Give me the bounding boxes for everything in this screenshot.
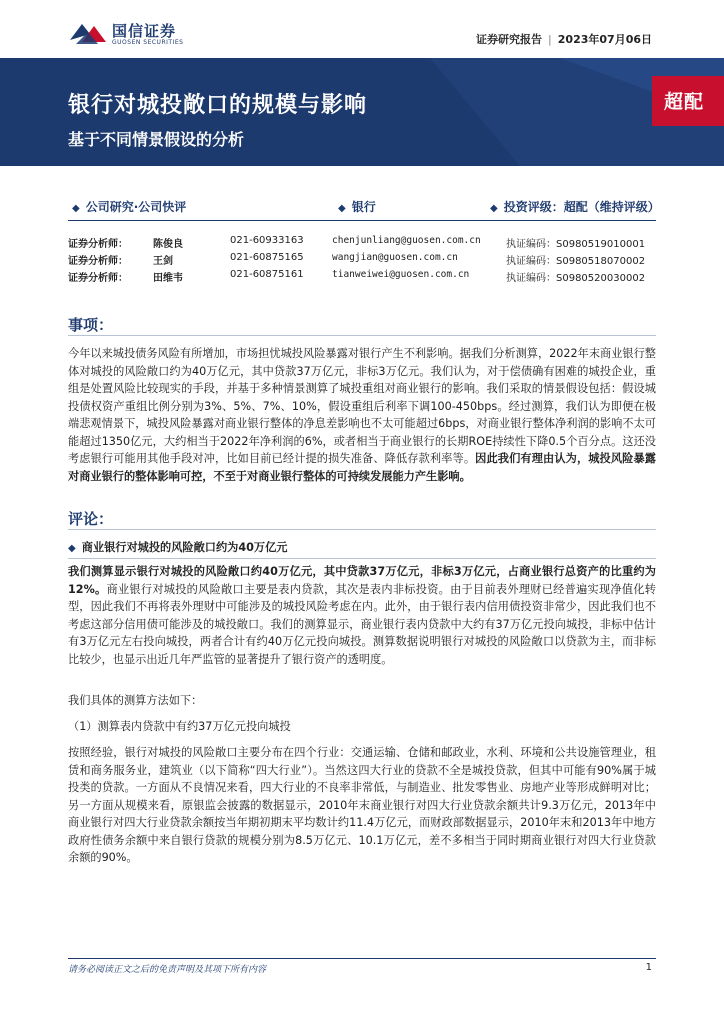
page-number: 1 (645, 962, 652, 973)
analyst-role: 证券分析师： (68, 239, 128, 250)
comment-paragraph-2: 我们具体的测算方法如下： (68, 694, 203, 707)
guosen-logo-icon (68, 20, 108, 48)
comment-point-title: ◆ 商业银行对城投的风险敞口约为40万亿元 (68, 541, 288, 554)
page-subtitle: 基于不同情景假设的分析 (68, 130, 245, 149)
disclaimer-note: 请务必阅读正文之后的免责声明及其项下所有内容 (68, 965, 267, 975)
analyst-email[interactable]: wangjian@guosen.com.cn (332, 252, 458, 263)
analyst-email[interactable]: tianweiwei@guosen.com.cn (332, 269, 470, 280)
footer-divider (68, 958, 656, 959)
comment-heading: 评论： (68, 510, 114, 528)
subsection-divider (68, 558, 656, 559)
comment-paragraph-1: 我们测算显示银行对城投的风险敞口约40万亿元，其中贷款37万亿元，非标3万亿元，占商业银行总资产的比重约为12%。商业银行对城投的风险敞口主要是表内贷款，其次是表内非标投资。由于目前表外理财已经普遍实现净值化转型，因此我们不再将表外理财中可能涉及的城投风险考虑在内。此外，由于银行表内信用债投资非常少，因此我们也不考虑这部分信用债可能涉及的城投敞口。我们的测算显示，商业银行表内贷款中大约有37万亿元投向城投，非标中估计有3万亿元左右投向城投，两者合计有约40万亿元投向城投。测算数据说明银行对城投的风险敞口以贷款为主，而非标比较少，也显示出近几年严监管的显著提升了银行资产的透明度。 (68, 565, 656, 666)
analyst-role: 证券分析师： (68, 273, 128, 284)
sector-label: ◆ 银行 (338, 200, 376, 214)
analyst-phone: 021-60875161 (230, 269, 304, 280)
analyst-name: 田维韦 (153, 273, 183, 284)
rating-badge (652, 76, 724, 126)
analyst-role: 证券分析师： (68, 256, 128, 267)
rating-badge-text: 超配 (664, 91, 705, 113)
logo-text: 国信证券 (112, 22, 177, 40)
report-category: ◆ 公司研究·公司快评 (72, 200, 187, 214)
event-paragraph: 今年以来城投债务风险有所增加，市场担忧城投风险暴露对银行产生不利影响。据我们分析测算，2022年末商业银行整体对城投的风险敞口约为40万亿元，其中贷款37万亿元，非标3万亿元。我们认为，对于偿债确有困难的城投企业，重组是处置风险比较现实的手段，并基于多种情景测算了城投重组对商业银行的影响。我们采取的情景假设包括：假设城投债权资产重组比例分别为3%、5%、7%、10%，假设重组后利率下调100-450bps。经过测算，我们认为即便在极端悲观情景下，城投风险暴露对商业银行整体的净息差影响也不太可能超过6bps，对商业银行整体净利润的影响不太可能超过1350亿元，大约相当于2022年净利润的6%，或者相当于商业银行的长期ROE持续性下降0.5个百分点。这还没考虑银行可能用其他手段对冲，比如目前已经计提的损失准备、降低存款利率等。因此我们有理由认为，城投风险暴露对商业银行的整体影响可控，不至于对商业银行整体的可持续发展能力产生影响。 (68, 347, 656, 483)
report-meta: 证券研究报告 | 2023年07月06日 (476, 33, 652, 46)
section-divider (68, 529, 656, 530)
logo-english: GUOSEN SECURITIES (112, 39, 184, 46)
diamond-icon: ◆ (68, 543, 76, 554)
section-divider (68, 335, 656, 336)
event-heading: 事项： (68, 316, 114, 334)
analyst-email[interactable]: chenjunliang@guosen.com.cn (332, 235, 481, 246)
analyst-name: 陈俊良 (153, 239, 183, 250)
report-date: 2023年07月06日 (557, 33, 652, 46)
comment-paragraph-3: 按照经验，银行对城投的风险敞口主要分布在四个行业：交通运输、仓储和邮政业，水利、环境和公共设施管理业，租赁和商务服务业，建筑业（以下简称“四大行业”）。当然这四大行业的贷款不全是城投贷款，但其中可能有90%属于城投类的贷款。一方面从不良情况来看，四大行业的不良率非常低，与制造业、批发零售业、房地产业等形成鲜明对比；另一方面从规模来看，原银监会披露的数据显示，2010年末商业银行对四大行业贷款余额共计9.3万亿元，2013年中商业银行对四大行业贷款余额按当年期初期末平均数计约11.4万亿元，而财政部数据显示，2010年末和2013年中地方政府性债务余额中来自银行贷款的规模分别为8.5万亿元、10.1万亿元，差不多相当于同时期商业银行对四大行业贷款余额的90%。 (68, 746, 656, 864)
diamond-icon: ◆ (490, 203, 498, 214)
investment-rating: ◆ 投资评级：超配（维持评级） (490, 200, 660, 214)
analyst-cert-code: 执证编码：S0980520030002 (506, 273, 646, 284)
analyst-name: 王剑 (153, 256, 173, 267)
diamond-icon: ◆ (72, 203, 80, 214)
page-title: 银行对城投敞口的规模与影响 (68, 93, 368, 118)
event-conclusion: 因此我们有理由认为，城投风险暴露对商业银行的整体影响可控，不至于对商业银行整体的可持续发展能力产生影响。 (68, 452, 656, 483)
analyst-phone: 021-60875165 (230, 252, 304, 263)
analyst-phone: 021-60933163 (230, 235, 304, 246)
comment-subheading: （1）测算表内贷款中有约37万亿元投向城投 (68, 720, 291, 733)
analyst-cert-code: 执证编码：S0980519010001 (506, 239, 646, 250)
diamond-icon: ◆ (338, 203, 346, 214)
divider (68, 220, 656, 221)
report-type: 证券研究报告 (476, 33, 543, 46)
analyst-cert-code: 执证编码：S0980518070002 (506, 256, 646, 267)
